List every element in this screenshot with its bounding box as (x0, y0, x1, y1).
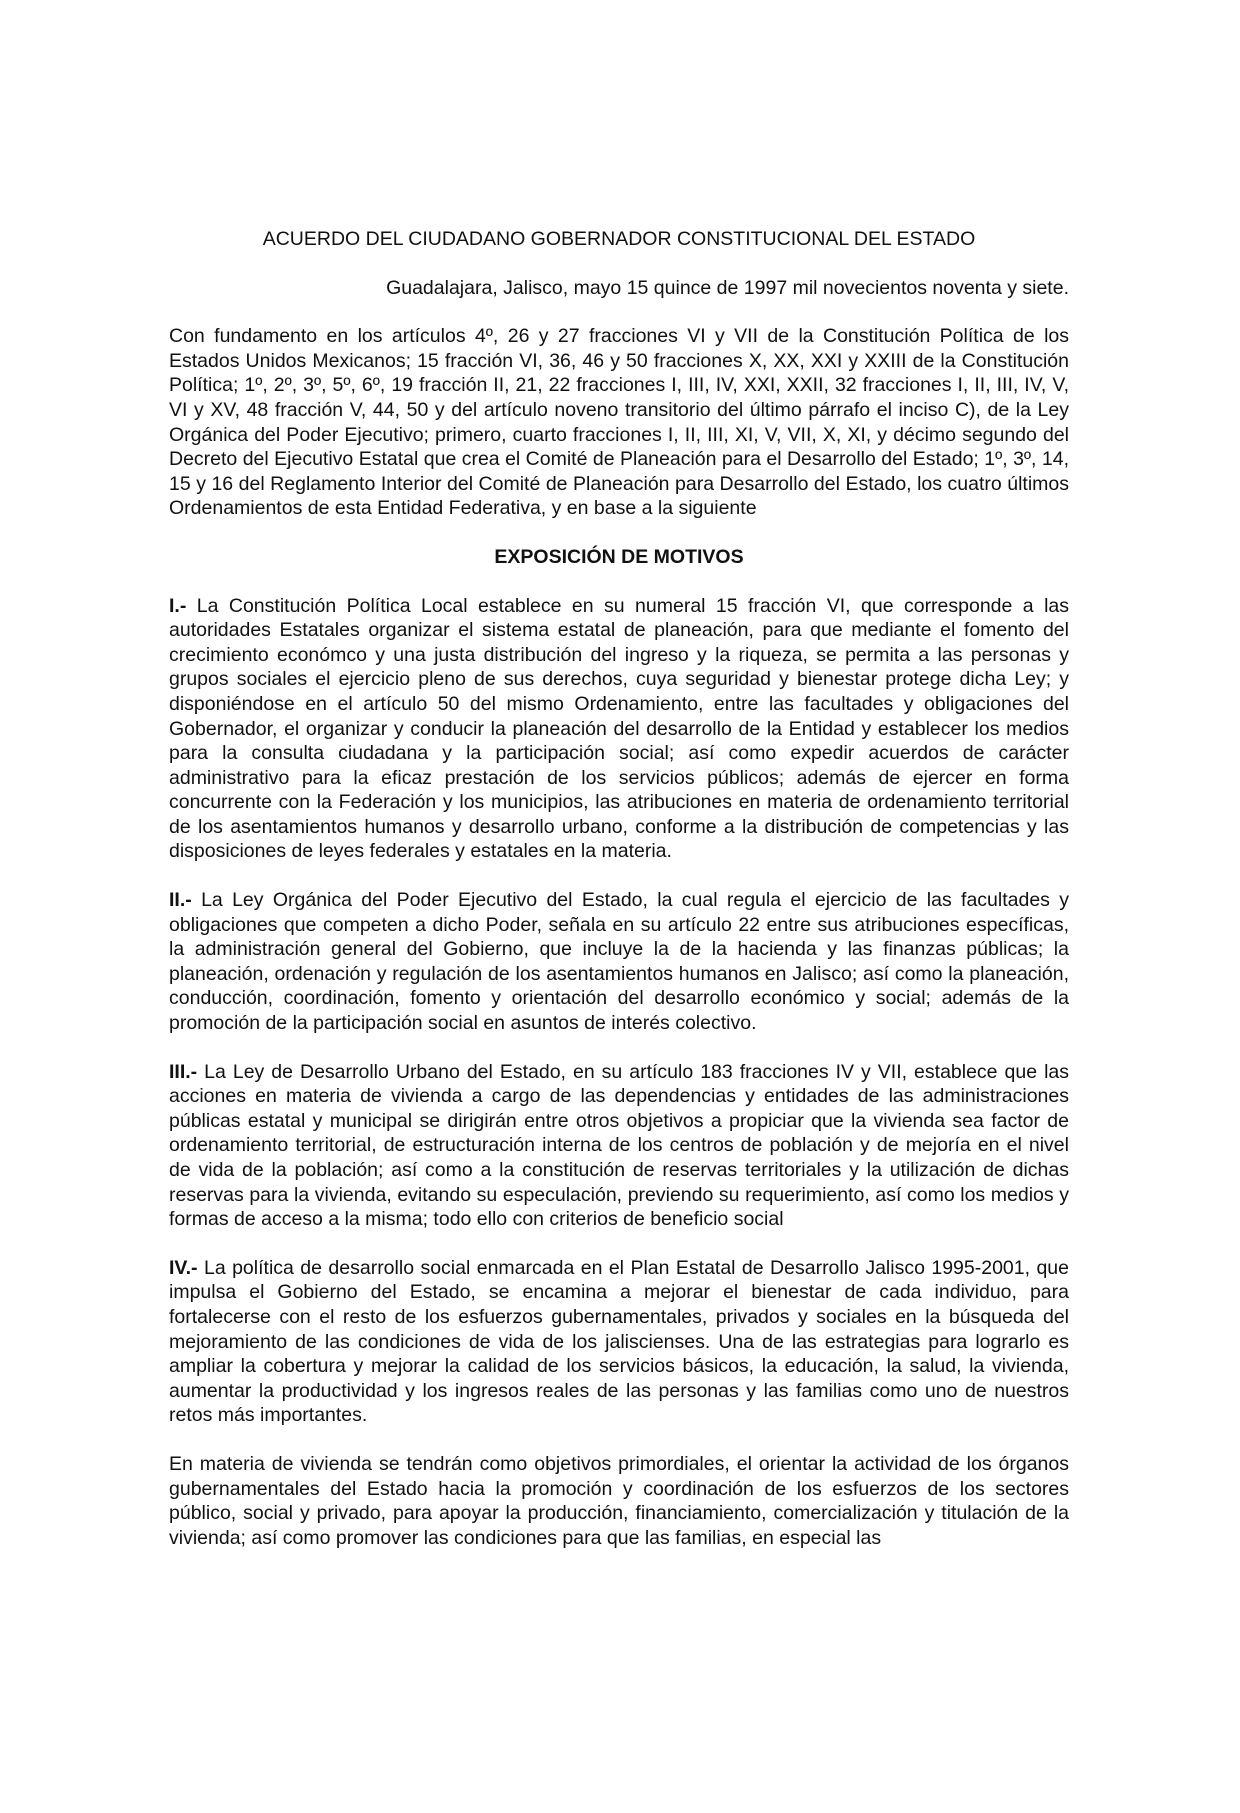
closing-paragraph: En materia de vivienda se tendrán como objetivos primordiales, el orientar la actividad de los órganos gubernamentales del Estado hacia la promoción y coordinación de los esfuerzos de los sectores público, social y privado, para apoyar la producción, financiamiento, comercialización y titulación de la vivienda; así como promover las condiciones para que las familias, en especial las (169, 1452, 1069, 1549)
clause-paragraph-1 (169, 594, 1069, 865)
clause-numeral: II.- (169, 889, 192, 912)
clause-numeral: I.- (169, 594, 187, 617)
clause-paragraph-2 (169, 888, 1069, 1036)
document-title: ACUERDO DEL CIUDADANO GOBERNADOR CONSTITUCIONAL DEL ESTADO (262, 228, 976, 250)
document-body (169, 227, 1069, 1550)
date-line: Guadalajara, Jalisco, mayo 15 quince de 1997 mil novecientos noventa y siete. (386, 276, 1069, 299)
clause-numeral: III.- (169, 1060, 198, 1083)
clause-paragraph-3 (169, 1060, 1069, 1232)
clause-text: La Ley de Desarrollo Urbano del Estado, en su artículo 183 fracciones IV y VII, establece que las acciones en materia de vivienda a cargo de las dependencias y entidades de las administraciones públicas estatal y municipal se dirigirán entre otros objetivos a propiciar que la vivienda sea factor de ordenamiento territorial, de estructuración interna de los centros de población y de mejoría en el nivel de vida de la población; así como a la constitución de reservas territoriales y la utilización de dichas reservas para la vivienda, evitando su especulación, previendo su requerimiento, así como los medios y formas de acceso a la misma; todo ello con criterios de beneficio social (169, 1060, 1069, 1231)
clause-text: La política de desarrollo social enmarcada en el Plan Estatal de Desarrollo Jalisco 1995-2001, que impulsa el Gobierno del Estado, se encamina a mejorar el bienestar de cada individuo, para fortalecerse con el resto de los esfuerzos gubernamentales, privados y sociales en la búsqueda del mejoramiento de las condiciones de vida de los jaliscienses. Una de las estrategias para lograrlo es ampliar la cobertura y mejorar la calidad de los servicios básicos, la educación, la salud, la vivienda, aumentar la productividad y los ingresos reales de las personas y las familias como uno de nuestros retos más importantes. (169, 1256, 1069, 1427)
clause-text: La Ley Orgánica del Poder Ejecutivo del Estado, la cual regula el ejercicio de las facultades y obligaciones que competen a dicho Poder, señala en su artículo 22 entre sus atribuciones específicas, la administración general del Gobierno, que incluye la de la hacienda y las finanzas públicas; la planeación, ordenación y regulación de los asentamientos humanos en Jalisco; así como la planeación, conducción, coordinación, fomento y orientación del desarrollo económico y social; además de la promoción de la participación social en asuntos de interés colectivo. (169, 889, 1069, 1035)
section-heading: EXPOSICIÓN DE MOTIVOS (494, 545, 744, 568)
clause-numeral: IV.- (169, 1256, 198, 1279)
clause-text: La Constitución Política Local establece en su numeral 15 fracción VI, que corresponde a las autoridades Estatales organizar el sistema estatal de planeación, para que mediante el fomento del crecimiento económco y una justa distribución del ingreso y la riqueza, se permita a las personas y grupos sociales el ejercicio pleno de sus derechos, cuya seguridad y bienestar protege dicha Ley; y disponiéndose en el artículo 50 del mismo Ordenamiento, entre las facultades y obligaciones del Gobernador, el organizar y conducir la planeación del desarrollo de la Entidad y establecer los medios para la consulta ciudadana y la participación social; así como expedir acuerdos de carácter administrativo para la eficaz prestación de los servicios públicos; además de ejercer en forma concurrente con la Federación y los municipios, las atribuciones en materia de ordenamiento territorial de los asentamientos humanos y desarrollo urbano, conforme a la distribución de competencias y las disposiciones de leyes federales y estatales en la materia. (169, 594, 1069, 863)
clause-paragraph-4 (169, 1256, 1069, 1428)
preamble-paragraph: Con fundamento en los artículos 4º, 26 y 27 fracciones VI y VII de la Constitución Política de los Estados Unidos Mexicanos; 15 fracción VI, 36, 46 y 50 fracciones X, XX, XXI y XXIII de la Constitución Política; 1º, 2º, 3º, 5º, 6º, 19 fracción II, 21, 22 fracciones I, III, IV, XXI, XXII, 32 fracciones I, II, III, IV, V, VI y XV, 48 fracción V, 44, 50 y del artículo noveno transitorio del último párrafo el inciso C), de la Ley Orgánica del Poder Ejecutivo; primero, cuarto fracciones I, II, III, XI, V, VII, X, XI, y décimo segundo del Decreto del Ejecutivo Estatal que crea el Comité de Planeación para el Desarrollo del Estado; 1º, 3º, 14, 15 y 16 del Reglamento Interior del Comité de Planeación para Desarrollo del Estado, los cuatro últimos Ordenamientos de esta Entidad Federativa, y en base a la siguiente (169, 325, 1069, 520)
